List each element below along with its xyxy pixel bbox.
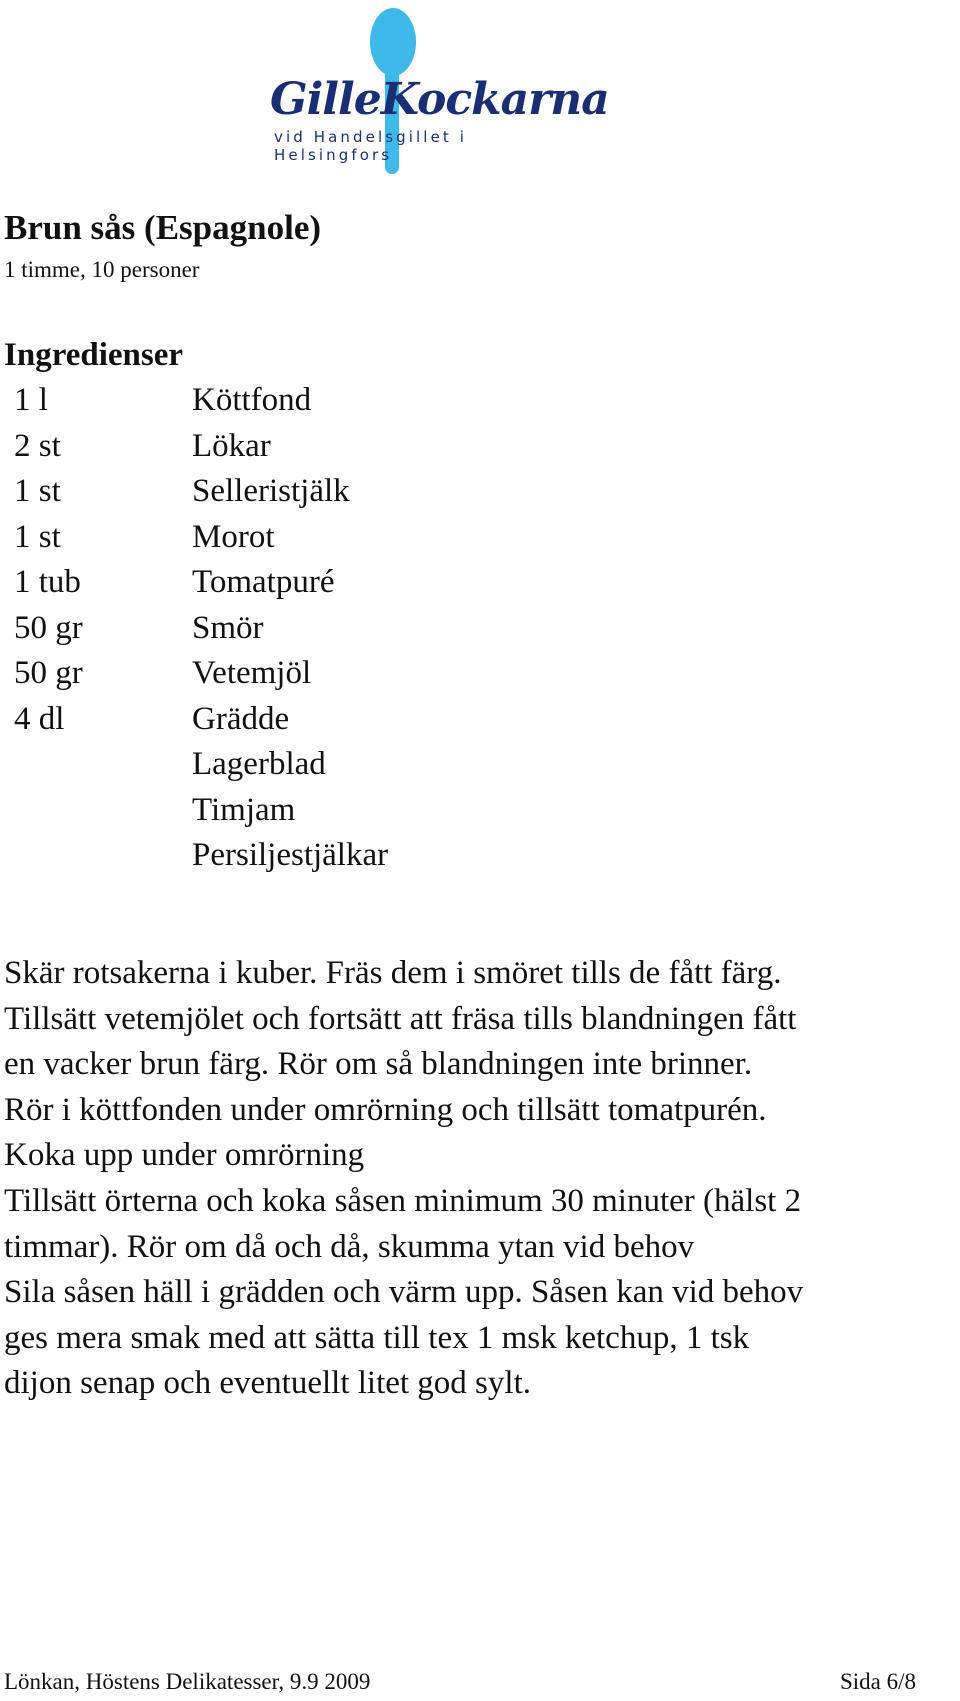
ingredient-quantity: 4 dl	[14, 700, 65, 737]
ingredient-quantity	[14, 788, 192, 834]
instruction-line: Skär rotsakerna i kuber. Fräs dem i smöret tills de fått färg.	[4, 955, 782, 991]
footer-source: Lönkan, Höstens Delikatesser, 9.9 2009	[4, 1669, 371, 1694]
ingredient-name: Grädde	[192, 700, 290, 737]
instruction-line: Koka upp under omrörning	[4, 1137, 365, 1174]
ingredient-quantity: 2 st	[14, 427, 61, 464]
instructions	[4, 951, 956, 1407]
footer-page-number: Sida 6/8	[839, 1669, 916, 1694]
instruction-line: ges mera smak med att sätta till tex 1 msk ketchup, 1 tsk	[4, 1319, 750, 1356]
ingredient-row	[14, 788, 388, 834]
ingredient-row	[14, 742, 388, 788]
ingredient-name: Lökar	[192, 427, 271, 464]
ingredient-name: Timjam	[192, 791, 296, 828]
logo	[268, 4, 609, 184]
ingredient-quantity	[14, 833, 192, 879]
ingredient-name: Smör	[192, 609, 264, 646]
ingredient-name: Vetemjöl	[192, 655, 312, 691]
ingredient-row	[14, 560, 388, 606]
instruction-line: Tillsätt vetemjölet och fortsätt att fräsa tills blandningen fått	[4, 1000, 797, 1037]
instruction-line: dijon senap och eventuellt litet god sylt.	[4, 1365, 531, 1402]
ingredient-row	[14, 651, 388, 697]
ingredient-quantity: 1 st	[14, 473, 61, 509]
ingredient-quantity: 50 gr	[14, 609, 83, 646]
ingredient-name: Morot	[192, 518, 275, 555]
instruction-line: Tillsätt örterna och koka såsen minimum 30 minuter (hälst 2	[4, 1182, 802, 1219]
ingredient-row	[14, 469, 388, 515]
ingredient-list	[14, 378, 388, 879]
ingredient-name: Persiljestjälkar	[192, 837, 389, 873]
ingredient-quantity: 1 l	[14, 382, 48, 418]
recipe-title: Brun sås (Espagnole)	[4, 208, 322, 247]
instruction-line: en vacker brun färg. Rör om så blandningen inte brinner.	[4, 1046, 753, 1083]
ingredient-name: Selleristjälk	[192, 473, 350, 509]
instruction-line: Rör i köttfonden under omrörning och tillsätt tomatpurén.	[4, 1091, 767, 1128]
instruction-line: Sila såsen häll i grädden och värm upp. Såsen kan vid behov	[4, 1274, 804, 1311]
ingredient-name: Lagerblad	[192, 746, 326, 782]
logo-tagline: vid Handelsgillet i Helsingfors	[274, 128, 468, 164]
ingredient-quantity: 1 st	[14, 518, 61, 555]
ingredient-name: Tomatpuré	[192, 564, 335, 600]
ingredient-name: Köttfond	[192, 382, 312, 418]
ingredient-row	[14, 515, 388, 561]
ingredient-quantity	[14, 742, 192, 788]
recipe-subtitle: 1 timme, 10 personer	[4, 257, 200, 282]
logo-name: GilleKockarna	[270, 74, 609, 125]
ingredient-row	[14, 378, 388, 424]
ingredients-heading: Ingredienser	[4, 337, 184, 373]
ingredient-quantity: 50 gr	[14, 655, 83, 691]
ingredient-quantity: 1 tub	[14, 564, 81, 600]
instruction-line: timmar). Rör om då och då, skumma ytan vid behov	[4, 1228, 695, 1265]
ingredient-row	[14, 606, 388, 652]
ingredient-row	[14, 697, 388, 743]
ingredient-row	[14, 424, 388, 470]
ingredient-row	[14, 833, 388, 879]
